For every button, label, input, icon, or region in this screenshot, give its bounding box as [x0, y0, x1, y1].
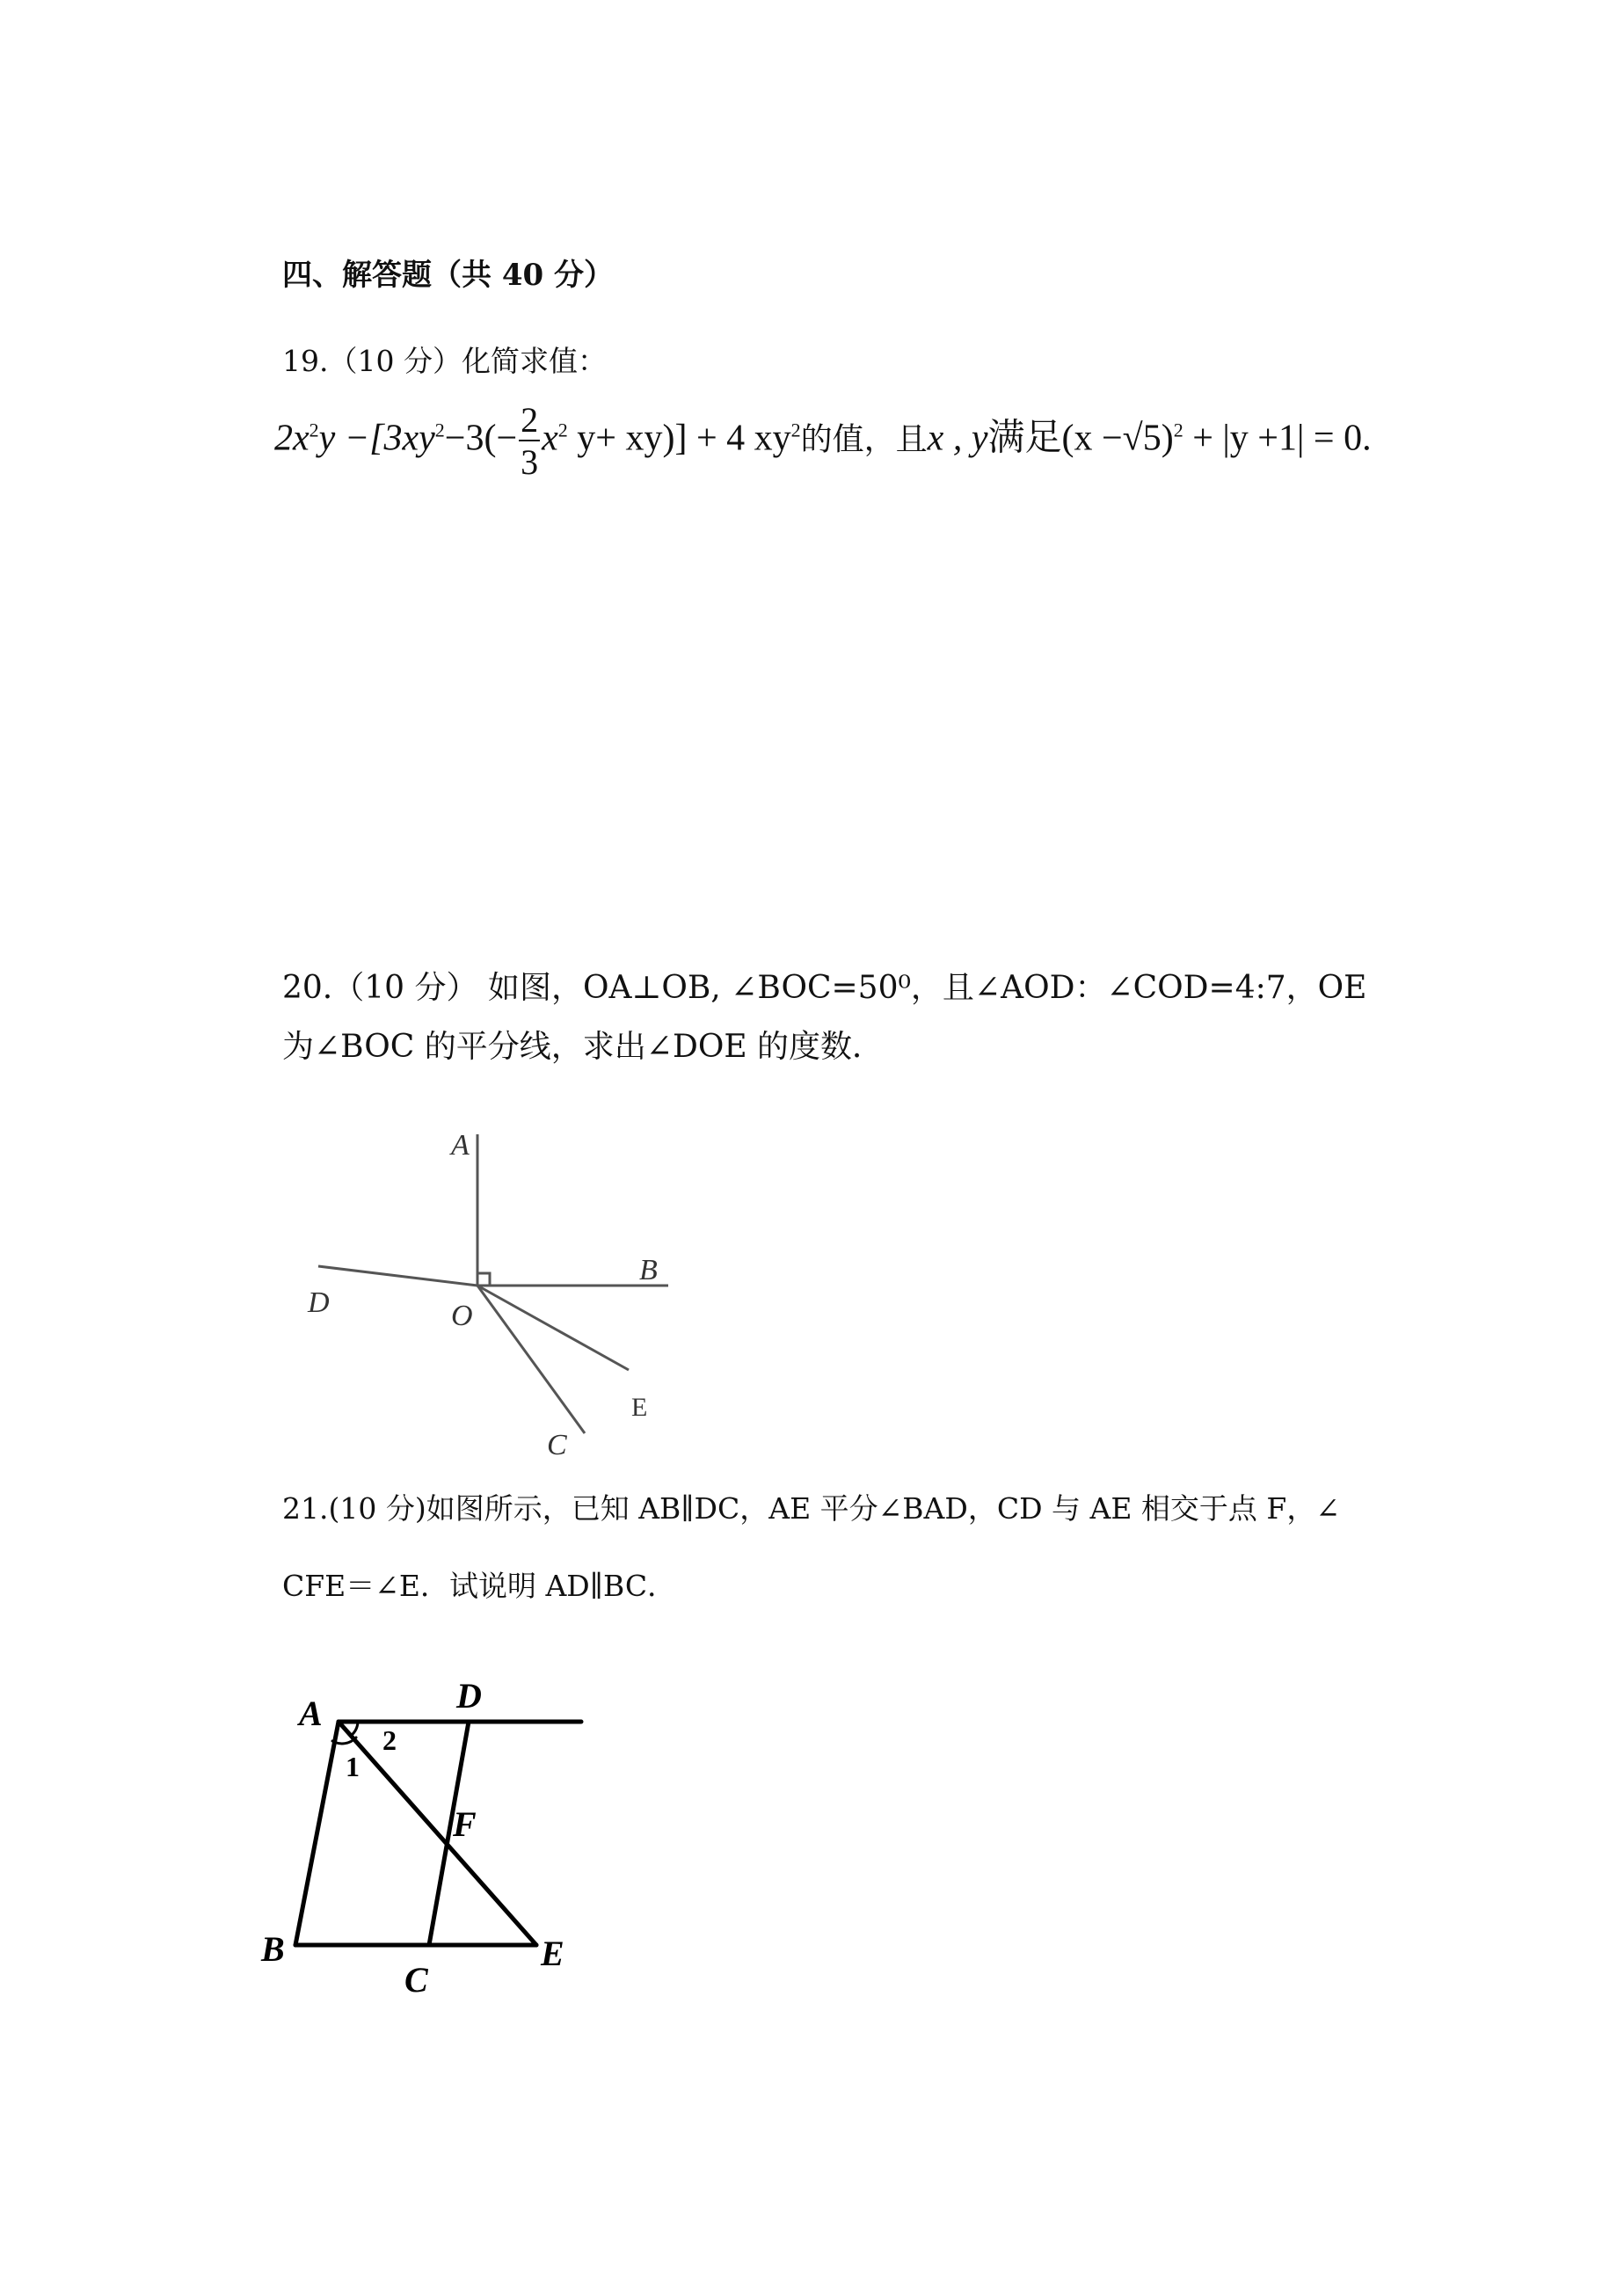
label-A: A: [299, 1694, 323, 1733]
label-O: O: [451, 1300, 473, 1332]
label-C: C: [404, 1960, 428, 2000]
fraction-two-thirds: [519, 400, 540, 482]
ray-OE: [477, 1286, 629, 1370]
ray-OC: [477, 1286, 585, 1433]
fraction-denominator: 3: [521, 442, 539, 482]
formula-sup: 2: [790, 419, 801, 441]
label-angle-1: 1: [346, 1751, 360, 1782]
ray-OD: [318, 1266, 477, 1286]
label-E: E: [541, 1934, 564, 1973]
formula-sup: 2: [557, 419, 568, 441]
formula-part: 满足(x −√5): [987, 418, 1174, 459]
line-AB: [295, 1722, 339, 1945]
figure-q21-parallel: [251, 1662, 620, 2014]
question-20-line1: 20.（10 分） 如图，OA⊥OB, ∠BOC=50⁰，且∠AOD：∠COD=4:7，OE: [282, 970, 1367, 1006]
right-angle-mark: [477, 1273, 490, 1286]
formula-part: x: [542, 418, 558, 459]
label-B: B: [261, 1929, 285, 1969]
formula-part: y −[3xy: [318, 418, 435, 459]
formula-sup: 2: [434, 419, 445, 441]
formula-sup: 2: [309, 419, 319, 441]
question-19-header: 19.（10 分）化简求值：: [282, 344, 607, 378]
question-21-line2: CFE＝∠E．试说明 AD∥BC．: [282, 1569, 677, 1603]
label-A: A: [451, 1129, 470, 1162]
label-E: E: [631, 1393, 648, 1422]
label-F: F: [453, 1804, 477, 1844]
question-20-line2: 为∠BOC 的平分线，求出∠DOE 的度数．: [282, 1029, 885, 1065]
question-19-formula: [274, 400, 1372, 482]
formula-part: 的值，且: [800, 421, 928, 458]
line-AE: [339, 1722, 536, 1945]
formula-part: y+ xy)] + 4 xy: [567, 418, 791, 459]
fraction-numerator: 2: [521, 400, 539, 440]
label-angle-2: 2: [382, 1724, 397, 1756]
formula-part: −3(−: [444, 418, 518, 459]
formula-part: 2x: [274, 418, 310, 459]
section-title: 四、解答题（共 40 分）: [282, 258, 614, 293]
label-C: C: [547, 1429, 567, 1461]
label-D: D: [456, 1676, 482, 1716]
formula-part: x , y: [927, 418, 988, 459]
label-D: D: [308, 1286, 330, 1319]
question-21-line1: 21.(10 分)如图所示，已知 AB∥DC，AE 平分∠BAD，CD 与 AE 相交于点 F，∠: [282, 1491, 1340, 1526]
formula-part: + |y +1| = 0.: [1183, 418, 1372, 459]
label-B: B: [639, 1254, 658, 1286]
figure-q20-angles: [290, 1117, 695, 1486]
formula-sup: 2: [1173, 419, 1183, 441]
